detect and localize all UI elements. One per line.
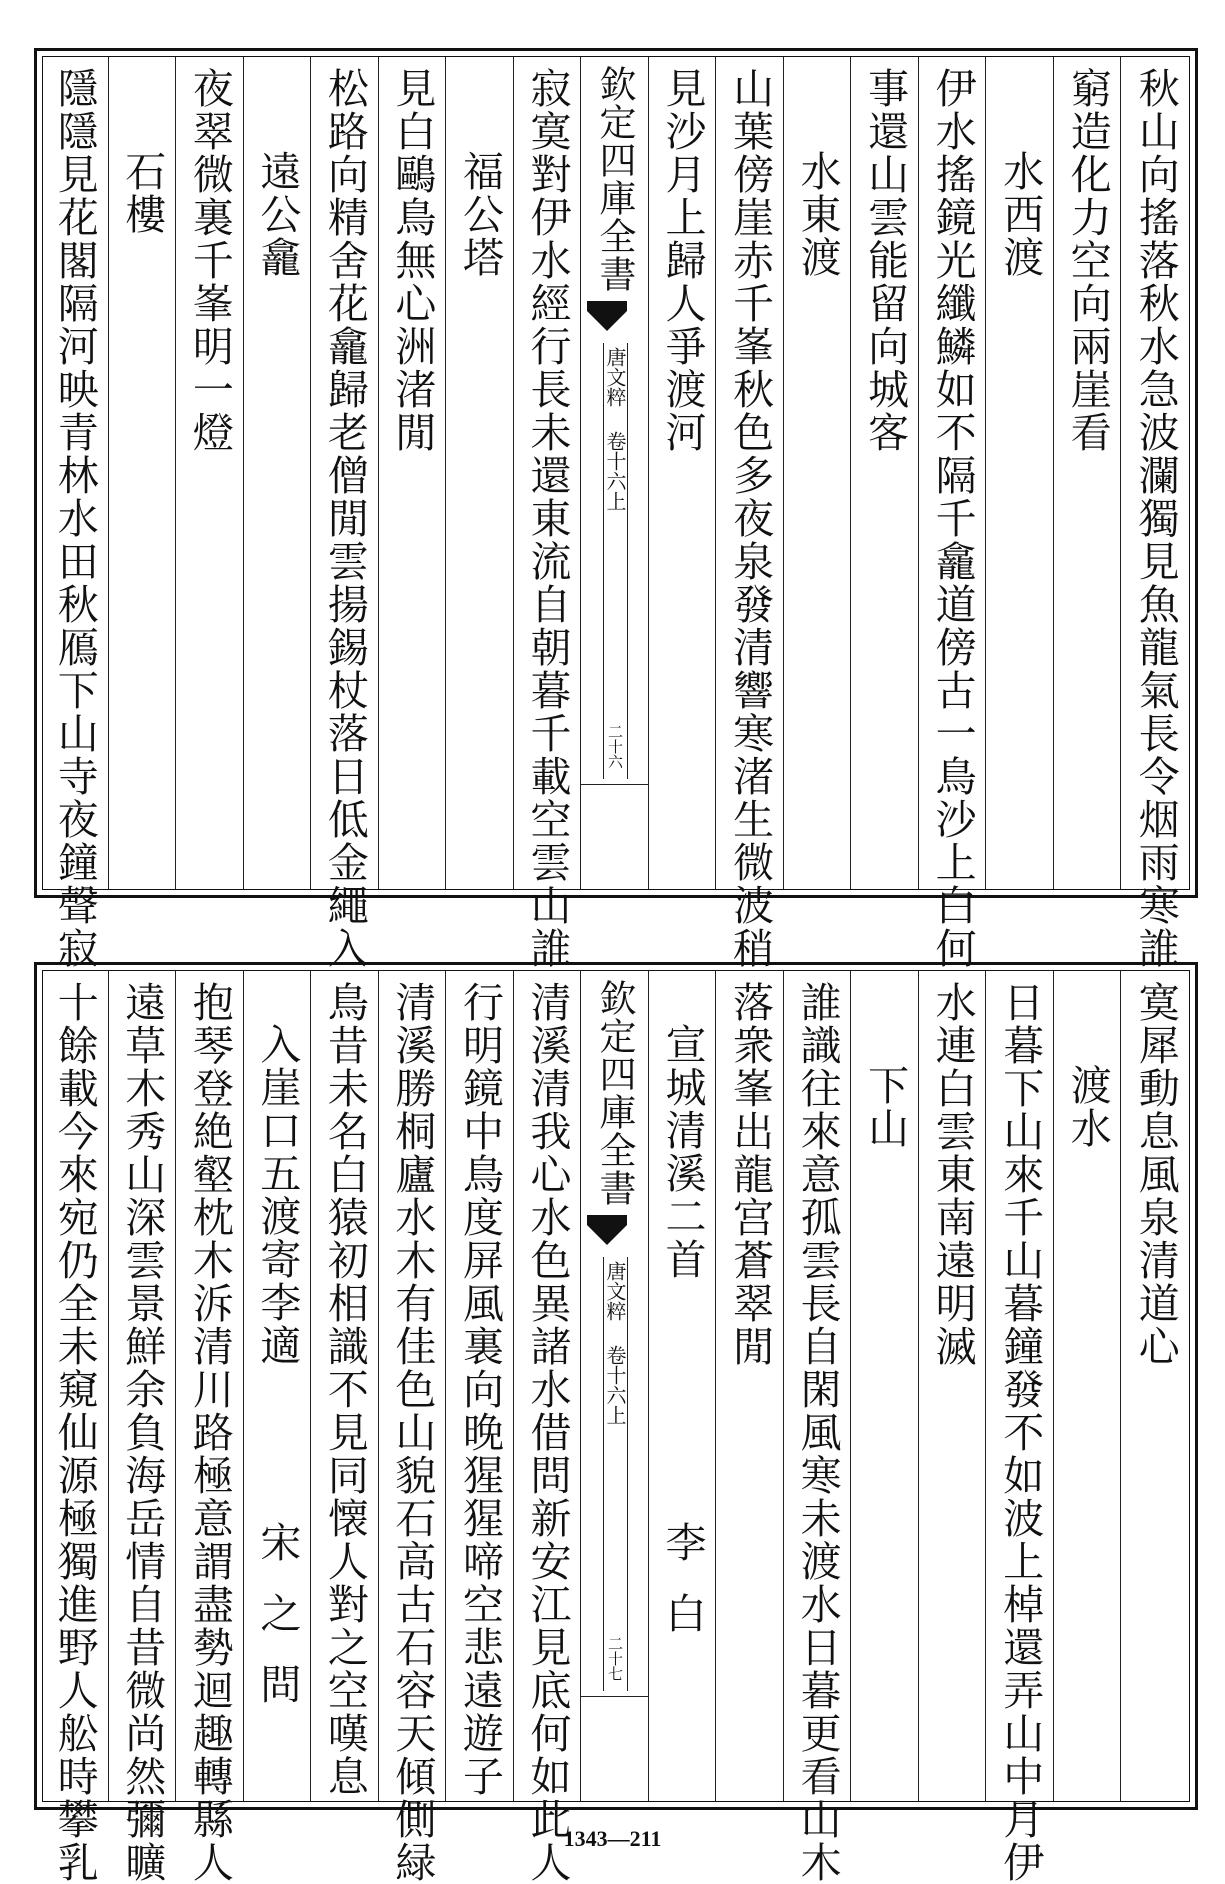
- text-column: [311, 57, 379, 970]
- text-column: [649, 57, 717, 889]
- panel-inner-frame: [42, 56, 1190, 970]
- gutter-subtitle: 唐文粹 卷十六上: [603, 347, 627, 511]
- poem-title-column: [109, 57, 177, 889]
- poem-title: 宣城清溪二首: [658, 1022, 707, 1281]
- gutter-rule: [581, 1696, 648, 1698]
- column-text: 落衆峯出龍宫蒼翠閒: [726, 981, 775, 1368]
- column-text: 窮造化力空向兩崖看: [1063, 67, 1112, 454]
- column-text: 寞犀動息風泉清道心: [1131, 981, 1180, 1368]
- text-column: [379, 57, 447, 889]
- text-column: [1121, 57, 1189, 970]
- poem-title: 水東渡: [793, 150, 842, 279]
- text-column: [919, 57, 987, 970]
- text-column: [514, 971, 582, 1884]
- poem-title: 入崖口五渡寄李適: [253, 1022, 302, 1367]
- column-text: 山葉傍崖赤千峯秋色多夜泉發清響寒渚生微波稍: [726, 67, 775, 970]
- page-footer-number: 1343—211: [563, 1826, 662, 1851]
- poem-title: 石樓: [118, 150, 167, 236]
- text-column: [311, 971, 379, 1801]
- column-text: 伊水搖鏡光纖鱗如不隔千龕道傍古一鳥沙上白何: [928, 67, 977, 970]
- column-text: 遠草木秀山深雲景鮮余負海岳情自昔微尚然彌曠: [118, 981, 167, 1884]
- text-column: [784, 971, 852, 1884]
- text-column: [919, 971, 987, 1801]
- poem-title-column: [784, 57, 852, 889]
- text-column: [1054, 57, 1122, 889]
- column-text: 行明鏡中鳥度屏風裏向晚猩猩啼空悲遠遊子: [455, 981, 504, 1798]
- poem-title-column: [1054, 971, 1122, 1801]
- text-column: [41, 971, 109, 1884]
- fish-tail-mark-icon: [587, 1215, 627, 1249]
- column-text: 抱琴登絶壑枕木泝清川路極意謂盡勢迴趣轉縣人: [185, 981, 234, 1884]
- column-text: 事還山雲能留向城客: [861, 67, 910, 454]
- column-text: 見白鷗鳥無心洲渚閒: [388, 67, 437, 454]
- gutter-page-number: 二十七: [606, 1636, 624, 1681]
- text-column: [716, 57, 784, 970]
- poem-title-column: [851, 971, 919, 1801]
- text-column: [176, 971, 244, 1884]
- fish-tail-mark-icon: [587, 301, 627, 335]
- poem-author: 李白: [658, 1520, 707, 1663]
- text-column: [716, 971, 784, 1801]
- column-text: 清溪清我心水色異諸水借問新安江見底何如此人: [523, 981, 572, 1884]
- poem-author: 宋之問: [253, 1520, 302, 1734]
- fish-tail-gutter: [581, 971, 649, 1801]
- column-text: 日暮下山來千山暮鐘發不如波上棹還弄山中月伊: [996, 981, 1045, 1884]
- page-panel-upper: [34, 48, 1198, 970]
- poem-title-column: [244, 57, 312, 889]
- text-column: [851, 57, 919, 889]
- column-text: 見沙月上歸人爭渡河: [658, 67, 707, 454]
- column-text: 鳥昔未名白猿初相識不見同懐人對之空嘆息: [320, 981, 369, 1798]
- column-text: 清溪勝桐廬水木有佳色山貌石高古石容天傾側緑: [388, 981, 437, 1884]
- poem-title-column: [649, 971, 717, 1801]
- column-text: 水連白雲東南遠明滅: [928, 981, 977, 1368]
- column-text: 隱隱見花閣隔河映青林水田秋鴈下山寺夜鐘聲寂: [50, 67, 99, 970]
- gutter-rule: [581, 784, 648, 786]
- poem-title: 福公塔: [455, 150, 504, 279]
- poem-title-column: [244, 971, 312, 1801]
- poem-title: 遠公龕: [253, 150, 302, 279]
- gutter-subtitle: 唐文粹 卷十六上: [603, 1261, 627, 1425]
- fish-tail-gutter: [581, 57, 649, 889]
- text-column: [41, 57, 109, 970]
- text-column: [446, 971, 514, 1801]
- gutter-title: 欽定四庫全書: [593, 979, 636, 1207]
- poem-title: 下山: [861, 1064, 910, 1150]
- column-text: 夜翠微裏千峯明一燈: [185, 67, 234, 454]
- column-text: 寂寞對伊水經行長未還東流自朝暮千載空雲山誰: [523, 67, 572, 970]
- text-column: [379, 971, 447, 1884]
- text-column: [986, 971, 1054, 1884]
- text-column: [176, 57, 244, 889]
- column-text: 松路向精舍花龕歸老僧閒雲揚錫杖落日低金繩入: [320, 67, 369, 970]
- column-text: 誰識往來意孤雲長自閑風寒未渡水日暮更看山木: [793, 981, 842, 1884]
- poem-title-column: [986, 57, 1054, 889]
- column-text: 十餘載今來宛仍全未窺仙源極獨進野人舩時攀乳: [50, 981, 99, 1884]
- poem-title: 渡水: [1063, 1064, 1112, 1150]
- poem-title: 水西渡: [996, 150, 1045, 279]
- text-column: [1121, 971, 1189, 1801]
- gutter-title: 欽定四庫全書: [593, 65, 636, 293]
- column-text: 秋山向搖落秋水急波瀾獨見魚龍氣長令烟雨寒誰: [1131, 67, 1180, 970]
- text-column: [109, 971, 177, 1884]
- text-column: [514, 57, 582, 970]
- poem-title-column: [446, 57, 514, 889]
- gutter-page-number: 二十六: [606, 724, 624, 769]
